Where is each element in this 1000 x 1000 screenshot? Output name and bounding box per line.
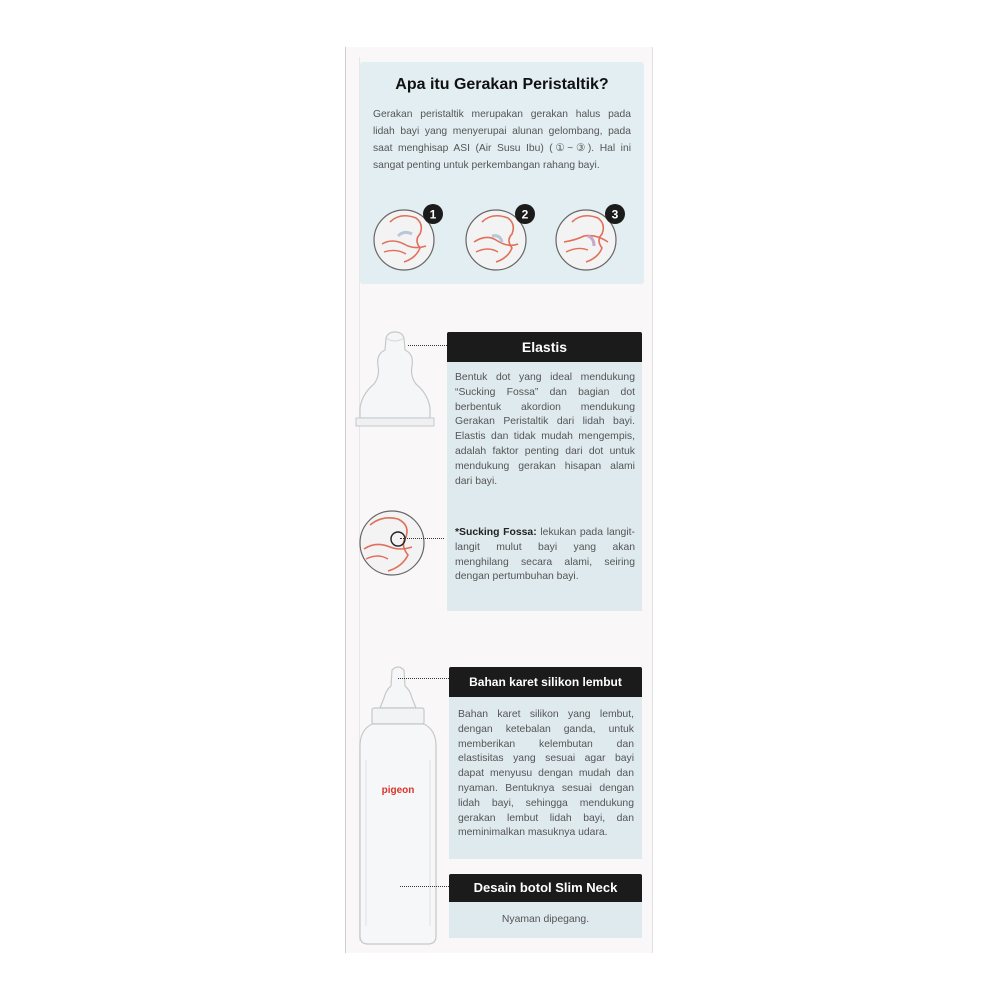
- step-illustration-2: [462, 200, 542, 280]
- step-number: 2: [521, 207, 529, 222]
- sucking-fossa-illustration: [354, 505, 436, 585]
- peristaltik-steps: [370, 200, 634, 280]
- step-illustration-1: [370, 200, 450, 280]
- peristaltik-text: Gerakan peristaltik merupakan gerakan halus pada lidah bayi yang menyerupai alunan gelombang, pada saat menghisap ASI (Air Susu Ibu) (①~③). Hal ini sangat penting untuk perkembangan rahang bayi.: [373, 109, 631, 171]
- sucking-fossa-term: *Sucking Fossa:: [455, 527, 537, 538]
- leader-line-fossa: [400, 538, 444, 539]
- bahan-panel: [449, 697, 642, 859]
- elastis-header: Elastis: [447, 332, 642, 362]
- desain-header: Desain botol Slim Neck: [449, 874, 642, 902]
- step-number: 3: [611, 207, 619, 222]
- desain-text: Nyaman dipegang.: [501, 914, 590, 925]
- elastis-panel: [447, 362, 642, 611]
- bottle-illustration: [350, 664, 446, 950]
- step-number: 1: [429, 207, 437, 222]
- peristaltik-panel: [360, 62, 644, 284]
- sucking-fossa-note: [455, 526, 635, 585]
- leader-line-elastis: [408, 345, 447, 346]
- sucking-fossa-text: lekukan pada langit-langit mulut bayi yang akan menghilang secara alami, seiring dengan pertumbuhan bayi.: [455, 527, 635, 583]
- elastis-text: Bentuk dot yang ideal mendukung “Sucking Fossa” dan bagian dot berbentuk akordion mendukung Gerakan Peristaltik dari lidah bayi. Elastis dan tidak mudah mengempis, adalah faktor penting dari dot untuk mendukung gerakan hisapan alami dari bayi.: [455, 372, 635, 487]
- desain-panel: [449, 902, 642, 938]
- bahan-header: Bahan karet silikon lembut: [449, 667, 642, 697]
- leader-line-bahan: [398, 678, 449, 679]
- peristaltik-title: Apa itu Gerakan Peristaltik?: [395, 76, 609, 93]
- pigeon-logo: pigeon: [381, 785, 415, 796]
- bahan-text: Bahan karet silikon yang lembut, dengan ketebalan ganda, untuk memberikan kelembutan dan elastisitas yang sesuai agar bayi dapat menyusu dengan mudah dan nyaman. Bentuknya sesuai dengan lidah bayi, sehingga mendukung gerakan lembut lidah bayi, dan meminimalkan masuknya udara.: [458, 709, 634, 839]
- leader-line-desain: [400, 886, 449, 887]
- step-illustration-3: [552, 200, 632, 280]
